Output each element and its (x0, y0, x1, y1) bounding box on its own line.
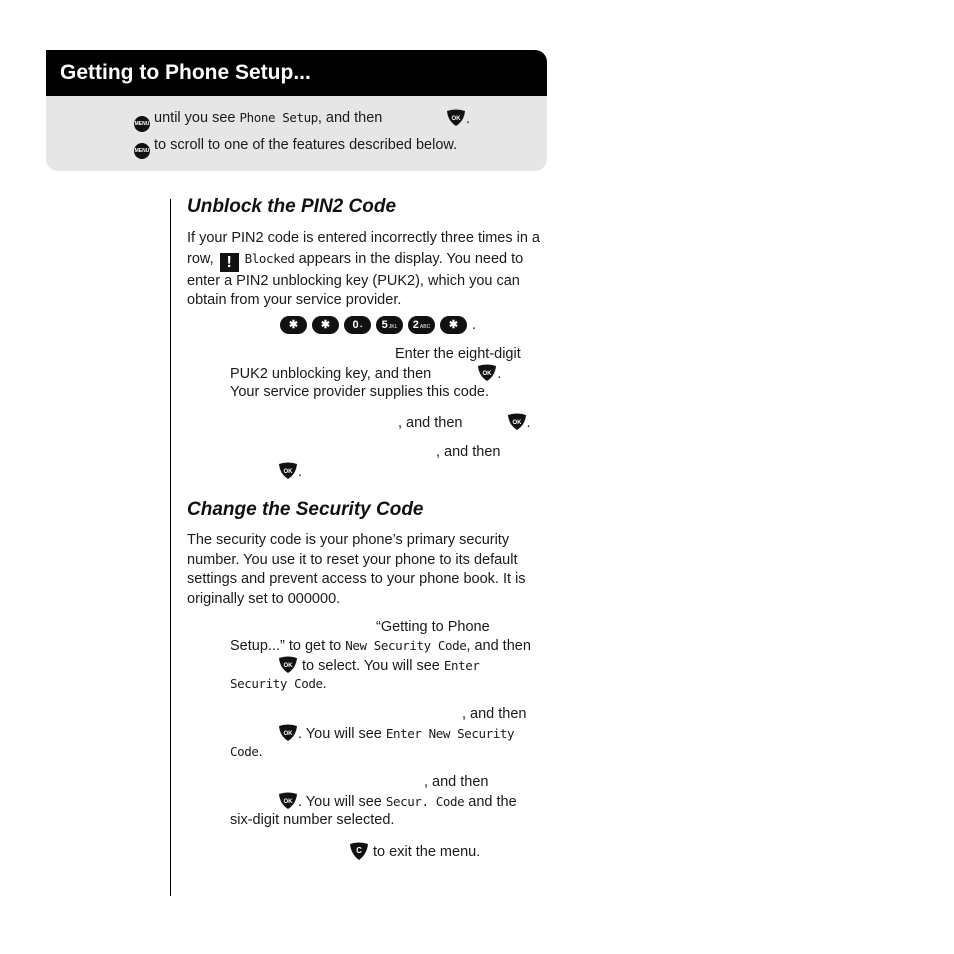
sec-step3-line1: , and then (424, 774, 489, 790)
key-sequence-post: . (472, 317, 477, 333)
pin2-step2-line2-text: PUK2 unblocking key, and then (230, 366, 432, 382)
sec-step2-line1: , and then (462, 706, 527, 722)
keypad-key-sublabel: + (359, 324, 363, 331)
section-heading-change-security-code: Change the Security Code (187, 499, 424, 520)
pin2-step2-line2 (230, 364, 501, 383)
sec-step1-line4-post: . (322, 676, 327, 692)
svg-text:C: C (356, 846, 362, 855)
svg-text:OK: OK (451, 116, 461, 122)
sec-step2-line2 (278, 724, 514, 743)
display-text-blocked: Blocked (244, 250, 295, 266)
keypad-key-label: 0 (352, 319, 359, 332)
margin-rule (170, 199, 171, 896)
pin2-intro-pre: If your PIN2 code is entered incorrectly three times in a row, (187, 230, 540, 267)
banner-line1-post: . (466, 111, 471, 127)
keypad-key-label: ✱ (288, 319, 299, 332)
sec-step3-line2-pre: . You will see (298, 794, 386, 810)
banner-line-1 (134, 109, 382, 132)
keypad-key-sublabel: ABC (419, 324, 431, 331)
display-text-new-security-code: New Security Code (345, 638, 467, 653)
menu-button-icon: MENU (134, 116, 150, 132)
keypad-key (344, 316, 371, 334)
getting-to-phone-setup-banner (46, 50, 547, 171)
pin2-step3 (398, 413, 531, 432)
pin2-step4-ok (278, 462, 302, 481)
sec-step1-line2-post: , and then (466, 638, 531, 654)
ok-button-icon (446, 109, 466, 127)
keypad-key (440, 316, 467, 334)
sec-step1-line1: “Getting to Phone (376, 619, 490, 635)
ok-button-icon (278, 792, 298, 810)
banner-header (46, 50, 547, 96)
banner-line-2 (134, 136, 457, 159)
sec-step1-line2 (230, 637, 531, 655)
keypad-key-label: ✱ (320, 319, 331, 332)
keypad-key-label: 2 (412, 319, 419, 332)
menu-button-icon: MENU (134, 143, 150, 159)
pin2-intro (187, 229, 549, 311)
banner-title: Getting to Phone Setup... (60, 61, 311, 84)
ok-button-icon (278, 462, 298, 480)
sec-step4 (349, 841, 480, 861)
display-text-secur-code: Secur. Code (385, 794, 465, 809)
svg-text:OK: OK (283, 799, 293, 805)
svg-text:OK: OK (283, 663, 293, 669)
pin2-step3-text: , and then (398, 415, 463, 431)
keypad-key-label: ✱ (448, 319, 459, 332)
sec-step1-line3 (278, 656, 480, 675)
sec-step1-line2-pre: Setup...” to get to (230, 638, 346, 654)
keypad-key-label: 5 (381, 319, 388, 332)
sec-step4-text: to exit the menu. (373, 844, 481, 860)
sec-step2-line2-pre: . You will see (298, 726, 386, 742)
sec-step1-line3-pre: to select. You will see (302, 658, 444, 674)
keypad-key-sublabel: JKL (388, 324, 398, 331)
display-text-enter: Enter (443, 658, 480, 673)
ok-button-icon (477, 364, 497, 382)
ok-button-icon (278, 724, 298, 742)
svg-text:OK: OK (512, 420, 522, 426)
banner-line1-mid: , and then (317, 110, 383, 126)
ok-button-icon (507, 413, 527, 431)
display-text-code: Code (230, 744, 259, 759)
banner-line1-ok (446, 109, 470, 128)
display-text-security-code: Security Code (230, 676, 323, 691)
svg-text:OK: OK (283, 469, 293, 475)
alert-icon: ! (220, 253, 239, 272)
keypad-key (408, 316, 435, 334)
sec-step1-line4 (230, 675, 327, 693)
sec-step3-line2-post: and the (464, 794, 517, 810)
ok-button-icon (278, 656, 298, 674)
banner-line2-text: to scroll to one of the features described below. (154, 137, 458, 153)
pin2-step3-post: . (526, 415, 531, 431)
banner-body (46, 96, 547, 171)
pin2-step4-post: . (298, 464, 303, 480)
sec-step3-line2 (278, 792, 517, 811)
security-intro: The security code is your phone’s primary security number. You use it to reset your phone to its default settings and prevent access to your phone book. It is originally set to 000000. (187, 532, 526, 607)
keypad-key (312, 316, 339, 334)
banner-line1-text: until you see (154, 110, 240, 126)
section-heading-unblock-pin2: Unblock the PIN2 Code (187, 196, 397, 217)
svg-text:OK: OK (283, 731, 293, 737)
keypad-key (376, 316, 403, 334)
keypad-key (280, 316, 307, 334)
pin2-step4: , and then (436, 444, 501, 460)
display-text-enter-new-security: Enter New Security (385, 726, 515, 741)
svg-text:OK: OK (482, 371, 492, 377)
display-text-phone-setup: Phone Setup (239, 110, 318, 125)
sec-step3-line3: six-digit number selected. (230, 812, 395, 828)
key-sequence (280, 316, 476, 334)
clear-button-icon (349, 841, 369, 861)
sec-step2-line3 (230, 743, 263, 761)
pin2-step2-line1: Enter the eight-digit (395, 346, 521, 362)
pin2-step2-line3: Your service provider supplies this code. (230, 384, 489, 400)
pin2-intro-post: appears in the display. You need to enter a PIN2 unblocking key (PUK2), which you can obtain from your service provider. (187, 250, 524, 308)
sec-step2-line3-post: . (258, 744, 263, 760)
pin2-step2-line2-post: . (497, 366, 502, 382)
